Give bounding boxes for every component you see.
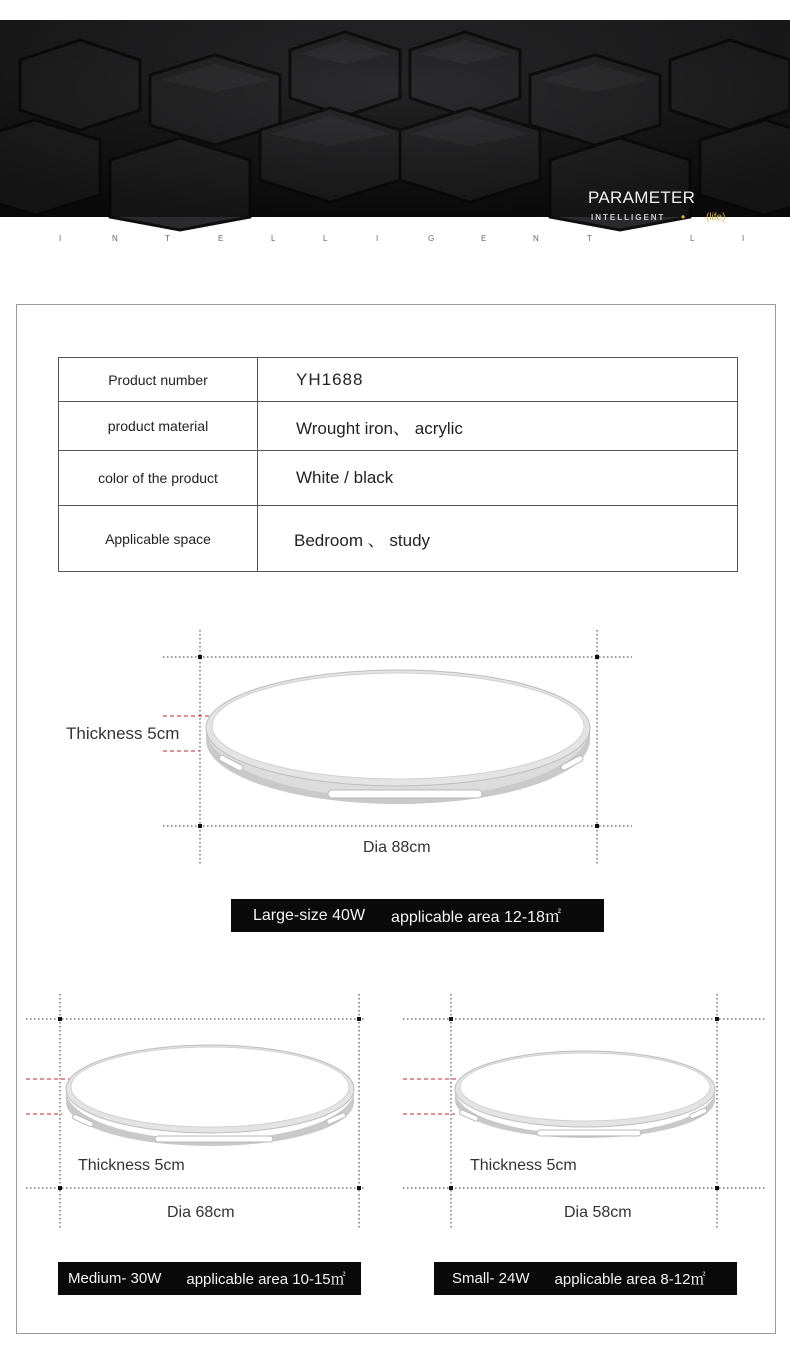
spaced-letter: L <box>323 234 328 243</box>
spaced-letter: T <box>587 234 592 243</box>
hero-banner <box>0 20 790 224</box>
large-lamp-diagram <box>0 620 790 870</box>
large-size-label: Large-size 40W <box>253 906 366 924</box>
spaced-letter: N <box>533 234 539 243</box>
banner-dot: • <box>681 210 686 224</box>
param-key: Applicable space <box>59 506 258 572</box>
param-key: color of the product <box>59 451 258 506</box>
medium-spec-badge <box>58 1262 361 1295</box>
spaced-letter: N <box>112 234 118 243</box>
param-value: YH1688 <box>258 358 738 402</box>
medium-lamp-diagram <box>0 990 395 1235</box>
small-thickness-label: Thickness 5cm <box>470 1157 577 1174</box>
table-row <box>59 451 738 506</box>
table-row <box>59 358 738 402</box>
small-diameter-label: Dia 58cm <box>564 1204 632 1221</box>
medium-size-label: Medium- 30W <box>68 1270 162 1287</box>
spaced-letter: L <box>690 234 695 243</box>
banner-subtitle: INTELLIGENT <box>591 213 666 222</box>
medium-area-label: applicable area 10-15㎡ <box>186 1271 346 1288</box>
param-value: Wrought iron、 acrylic <box>258 402 738 451</box>
table-row <box>59 506 738 572</box>
medium-thickness-label: Thickness 5cm <box>78 1157 185 1174</box>
spaced-letter: E <box>218 234 224 243</box>
medium-diameter-label: Dia 68cm <box>167 1204 235 1221</box>
spaced-letter: E <box>481 234 487 243</box>
small-area-label: applicable area 8-12㎡ <box>554 1271 706 1288</box>
table-row <box>59 402 738 451</box>
param-key: product material <box>59 402 258 451</box>
banner-life: (life) <box>706 212 726 223</box>
large-spec-badge <box>231 899 604 932</box>
small-size-label: Small- 24W <box>452 1270 530 1287</box>
spaced-letter: I <box>59 234 62 243</box>
small-lamp-diagram <box>395 990 790 1235</box>
spaced-letter: I <box>376 234 379 243</box>
param-key: Product number <box>59 358 258 402</box>
small-spec-badge <box>434 1262 737 1295</box>
spaced-letter: T <box>165 234 170 243</box>
parameter-table <box>58 357 738 572</box>
spaced-letter: I <box>742 234 745 243</box>
large-thickness-label: Thickness 5cm <box>66 724 180 743</box>
banner-title: PARAMETER <box>588 188 696 207</box>
large-area-label: applicable area 12-18㎡ <box>391 909 561 926</box>
spaced-letter: G <box>428 234 435 243</box>
large-diameter-label: Dia 88cm <box>363 839 431 856</box>
param-value: Bedroom 、 study <box>258 506 738 572</box>
param-value: White / black <box>258 451 738 506</box>
spaced-letter: L <box>271 234 276 243</box>
